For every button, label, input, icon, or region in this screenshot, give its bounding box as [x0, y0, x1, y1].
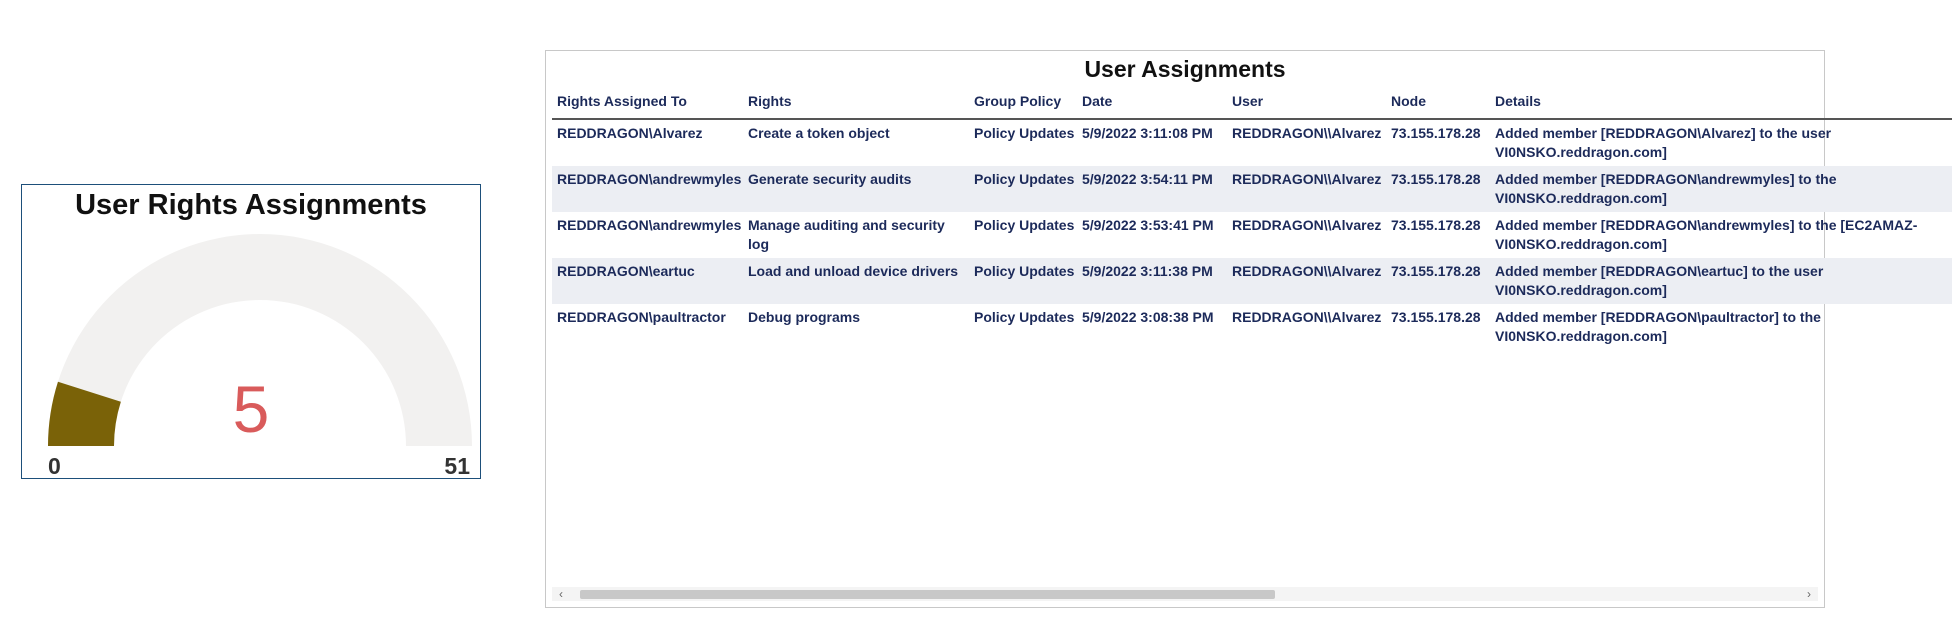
table-cell: Policy Updates: [974, 171, 1075, 187]
table-row[interactable]: [552, 258, 1952, 304]
table-cell: Manage auditing and security log: [748, 217, 945, 252]
table-cell: 5/9/2022 3:08:38 PM: [1082, 309, 1214, 325]
table-cell: 5/9/2022 3:54:11 PM: [1082, 171, 1213, 187]
table-row[interactable]: [552, 119, 1952, 166]
table-cell: 73.155.178.28: [1391, 125, 1481, 141]
table-cell: REDDRAGON\\Alvarez: [1232, 263, 1382, 279]
column-header[interactable]: Details: [1490, 87, 1952, 119]
table-cell: Debug programs: [748, 309, 861, 325]
table-cell: Added member [REDDRAGON\andrewmyles] to the [EC2AMAZ-VI0NSKO.reddragon.com]: [1495, 217, 1918, 252]
table-cell: 73.155.178.28: [1391, 217, 1481, 233]
table-cell: REDDRAGON\paultractor: [557, 309, 726, 325]
gauge-min-label: 0: [48, 453, 61, 479]
table-header-row: [552, 87, 1952, 119]
column-header[interactable]: Rights: [743, 87, 969, 119]
gauge-card: [21, 184, 481, 479]
table-cell: 73.155.178.28: [1391, 171, 1481, 187]
table-cell: REDDRAGON\Alvarez: [557, 125, 703, 141]
user-assignments-table: [552, 87, 1952, 350]
table-cell: REDDRAGON\\Alvarez: [1232, 171, 1382, 187]
table-cell: 73.155.178.28: [1391, 263, 1481, 279]
column-header[interactable]: Group Policy: [969, 87, 1077, 119]
scroll-left-arrow-icon[interactable]: ‹: [559, 587, 563, 601]
table-cell: REDDRAGON\\Alvarez: [1232, 217, 1382, 233]
table-cell: REDDRAGON\andrewmyles: [557, 171, 742, 187]
column-header[interactable]: User: [1227, 87, 1386, 119]
table-title: User Assignments: [1084, 56, 1286, 82]
gauge-max-label: 51: [444, 453, 470, 479]
table-cell: Policy Updates: [974, 309, 1075, 325]
table-cell: Generate security audits: [748, 171, 912, 187]
table-cell: REDDRAGON\eartuc: [557, 263, 695, 279]
table-viewport: [552, 87, 1918, 567]
table-row[interactable]: [552, 212, 1952, 258]
table-cell: Added member [REDDRAGON\eartuc] to the user VI0NSKO.reddragon.com]: [1495, 263, 1824, 298]
user-assignments-table-card: [545, 50, 1918, 608]
table-cell: Policy Updates: [974, 263, 1075, 279]
table-cell: Added member [REDDRAGON\paultractor] to the VI0NSKO.reddragon.com]: [1495, 309, 1821, 344]
table-cell: Load and unload device drivers: [748, 263, 959, 279]
table-cell: Create a token object: [748, 125, 890, 141]
table-cell: Policy Updates: [974, 217, 1075, 233]
table-cell: 5/9/2022 3:11:08 PM: [1082, 125, 1213, 141]
scroll-thumb[interactable]: [580, 590, 1275, 599]
column-header[interactable]: Node: [1386, 87, 1490, 119]
table-row[interactable]: [552, 166, 1952, 212]
column-header[interactable]: Date: [1077, 87, 1227, 119]
column-header[interactable]: Rights Assigned To: [552, 87, 743, 119]
table-cell: REDDRAGON\\Alvarez: [1232, 309, 1382, 325]
table-cell: Added member [REDDRAGON\andrewmyles] to the VI0NSKO.reddragon.com]: [1495, 171, 1837, 206]
table-row[interactable]: [552, 304, 1952, 350]
gauge-title: User Rights Assignments: [75, 189, 427, 221]
table-cell: Policy Updates: [974, 125, 1075, 141]
table-cell: 73.155.178.28: [1391, 309, 1481, 325]
table-cell: 5/9/2022 3:53:41 PM: [1082, 217, 1214, 233]
table-cell: REDDRAGON\andrewmyles: [557, 217, 742, 233]
table-cell: Added member [REDDRAGON\Alvarez] to the user VI0NSKO.reddragon.com]: [1495, 125, 1832, 160]
table-cell: 5/9/2022 3:11:38 PM: [1082, 263, 1213, 279]
table-cell: REDDRAGON\\Alvarez: [1232, 125, 1382, 141]
scroll-right-arrow-icon[interactable]: ›: [1807, 587, 1811, 601]
horizontal-scrollbar[interactable]: [552, 587, 1818, 601]
gauge-value: 5: [232, 372, 270, 446]
